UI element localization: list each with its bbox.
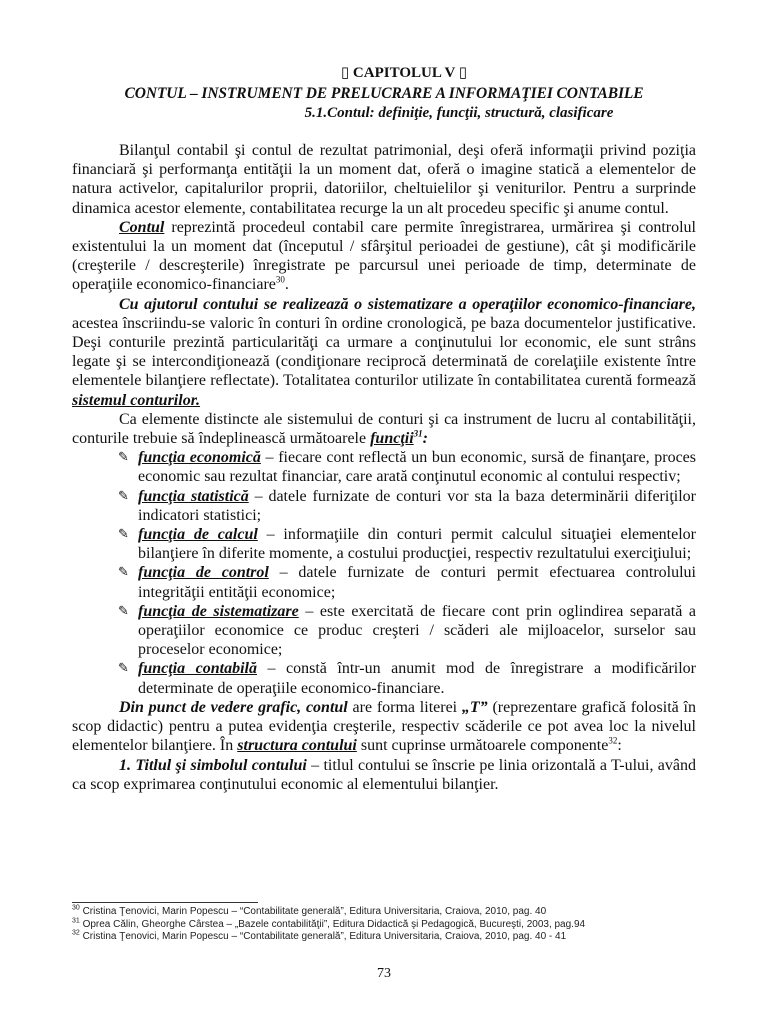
footnote-32	[72, 931, 696, 944]
paragraph-5-emphasis: Din punct de vedere grafic, contul	[119, 698, 348, 716]
function-description: – fiecare cont reflectă un bun economic, sursă de finanţare, proces economic sau rezultat financiar, care arată conţinutul economic al contului respectiv;	[138, 449, 697, 486]
function-name: funcţia statistică	[138, 487, 249, 505]
paragraph-3-emphasis: Cu ajutorul contului se realizează o sistematizare a operaţiilor economico-financiare,	[119, 295, 696, 313]
list-item	[72, 448, 696, 486]
footnote-number: 31	[72, 917, 80, 925]
footnote-text: Oprea Călin, Gheorghe Cârstea – „Bazele contabilităţii”, Editura Didactică şi Pedagogică, Bucureşti, 2003, pag.94	[79, 918, 586, 930]
letter-t: „T”	[461, 698, 488, 716]
footnote-number: 32	[72, 929, 80, 937]
body-text	[72, 141, 696, 794]
list-item	[72, 487, 696, 525]
paragraph-5-text-2: (reprezentare grafică folosită în scop didactic) pentru a putea evidenţia creşterile, respectiv scăderile ce pot avea loc la nivelul elementelor bilanţiere. În	[72, 698, 696, 755]
footnote-31	[72, 919, 696, 932]
function-description: – constă într-un anumit mod de înregistrare a modificărilor determinate de operaţiile economico-financiare.	[138, 660, 697, 697]
footnote-number: 30	[72, 904, 80, 912]
term-contul: Contul	[119, 218, 165, 236]
paragraph-5-end: :	[617, 737, 622, 755]
paragraph-5	[72, 698, 696, 756]
function-description: – datele furnizate de conturi permit efectuarea controlului integrităţii entităţii economice;	[138, 564, 696, 601]
paragraph-2	[72, 218, 696, 295]
paragraph-4-end: :	[422, 430, 428, 448]
pencil-icon: ✎	[118, 450, 129, 466]
list-item	[72, 563, 696, 601]
footnote-text: Cristina Ţenovici, Marin Popescu – “Contabilitate generală”, Editura Universitaria, Craiova, 2010, pag. 40	[79, 906, 547, 917]
page-number: 73	[377, 966, 391, 981]
list-item	[72, 602, 696, 660]
term-structura-contului: structura contului	[237, 737, 357, 755]
function-name: funcţia economică	[138, 449, 261, 467]
footnote-ref-32[interactable]: 32	[608, 735, 618, 746]
footnote-divider	[72, 902, 258, 903]
function-description: – informaţiile din conturi permit calculul situaţiei elementelor bilanţiere în diferite momente, a costului producţiei, respectiv rezultatului exerciţiului;	[138, 526, 696, 563]
paragraph-6-text: – titlul contului se înscrie pe linia orizontală a T-ului, având ca scop exprimarea conţinutului economic al elementului bilanţier.	[72, 756, 697, 793]
paragraph-3-text: acestea înscriindu-se valoric în conturi în ordine cronologică, pe baza documentelor justificative. Deşi conturile prezintă particularităţi ca urmare a conţinutului lor economic, ele sunt strâns legate şi se intercondiţionează (condiţionare reciprocă determinată de corelaţiile existente între elementele bilanţiere reflectate). Totalitatea conturilor utilizate în contabilitatea curentă formează	[72, 314, 696, 390]
function-name: funcţia de calcul	[138, 526, 258, 544]
term-functii: funcţii	[370, 430, 414, 448]
function-name: funcţia de control	[138, 564, 269, 582]
paragraph-3	[72, 295, 696, 410]
paragraph-5-text-3: sunt cuprinse următoarele componente	[356, 737, 609, 755]
chapter-heading: ▯ CAPITOLUL V ▯	[340, 65, 468, 81]
chapter-title: CONTUL – INSTRUMENT DE PRELUCRARE A INFORMAŢIEI CONTABILE	[124, 85, 644, 102]
function-description: – datele furnizate de conturi vor sta la baza determinării diferiţilor indicatori statistici;	[138, 487, 696, 524]
paragraph-5-text-1: are forma literei	[347, 698, 462, 716]
footnote-ref-31[interactable]: 31	[413, 428, 423, 439]
paragraph-4-text: Ca elemente distincte ale sistemului de conturi şi ca instrument de lucru al contabilităţii, conturile trebuie să îndeplinească următoarele	[72, 410, 696, 448]
paragraph-4	[72, 410, 696, 448]
footnotes	[72, 902, 696, 944]
paragraph-6-emphasis: 1. Titlul şi simbolul contului	[119, 756, 307, 774]
list-item	[72, 659, 696, 697]
pencil-icon: ✎	[118, 603, 129, 619]
paragraph-6	[72, 756, 696, 794]
pencil-icon: ✎	[118, 661, 129, 677]
paragraph-1: Bilanţul contabil şi contul de rezultat patrimonial, deşi oferă informaţii privind poziţia financiară şi performanţa entităţii la un moment dat, oferă o imagine statică a elementelor de natura activelor, capitalurilor proprii, datoriilor, cheltuielilor şi veniturilor. Pentru a surprinde dinamica acestor elemente, contabilitatea recurge la un alt procedeu specific şi anume contul.	[72, 142, 696, 217]
function-name: funcţia contabilă	[138, 660, 257, 678]
footnote-ref-30[interactable]: 30	[275, 275, 285, 286]
footnote-30	[72, 906, 696, 919]
paragraph-2-end: .	[284, 276, 289, 294]
footnote-text: Cristina Ţenovici, Marin Popescu – “Contabilitate generală”, Editura Universitaria, Craiova, 2010, pag. 40 - 41	[79, 931, 567, 942]
list-item	[72, 525, 696, 563]
functions-list	[72, 448, 696, 698]
paragraph-2-text: reprezintă procedeul contabil care permite înregistrarea, urmărirea şi controlul existentului la un moment dat (începutul / sfârşitul perioadei de gestiune), cât şi modificările (creşterile / descreşterile) înregistrate pe parcursul unei perioade de timp, determinate de operaţiile economico-financiare	[72, 218, 696, 294]
page-content	[72, 62, 696, 794]
term-sistemul-conturilor: sistemul conturilor.	[72, 391, 201, 409]
section-subtitle: 5.1.Contul: definiţie, funcţii, structură, clasificare	[304, 105, 614, 121]
pencil-icon: ✎	[118, 527, 129, 543]
pencil-icon: ✎	[118, 488, 129, 504]
function-description: – este exercitată de fiecare cont prin oglindirea separată a operaţiilor economice ce produc creşteri / scăderi ale mijloacelor, surselor sau proceselor economice;	[138, 602, 696, 659]
function-name: funcţia de sistematizare	[138, 602, 299, 620]
pencil-icon: ✎	[118, 565, 129, 581]
